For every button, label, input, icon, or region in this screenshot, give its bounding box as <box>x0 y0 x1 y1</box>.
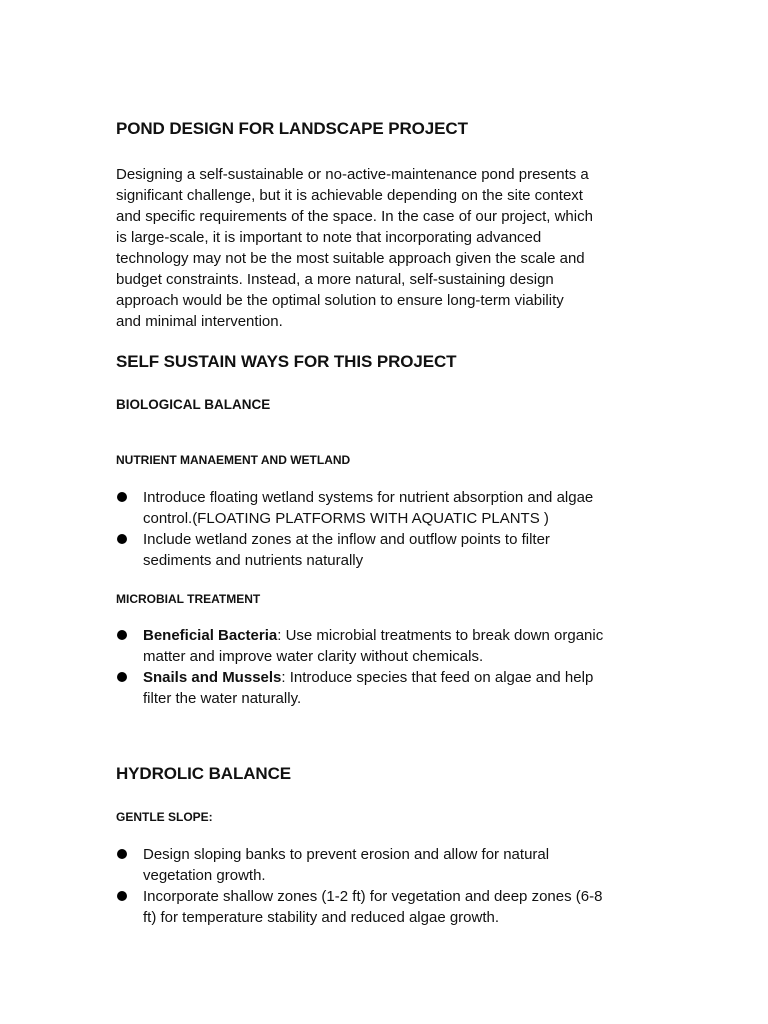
bullet-line: Include wetland zones at the inflow and outflow points to filter <box>143 531 550 548</box>
self-sustain-heading: SELF SUSTAIN WAYS FOR THIS PROJECT <box>116 352 457 371</box>
bullet-line: Design sloping banks to prevent erosion and allow for natural <box>143 846 550 863</box>
list-item <box>116 625 676 667</box>
hydrolic-balance-heading: HYDROLIC BALANCE <box>116 764 292 783</box>
nutrient-bullet-list <box>116 487 676 571</box>
intro-line: budget constraints. Instead, a more natural, self-sustaining design <box>116 271 554 288</box>
gentle-slope-heading: GENTLE SLOPE: <box>116 810 213 824</box>
bullet-line: : Use microbial treatments to break down organic <box>277 627 604 644</box>
list-item <box>116 844 676 886</box>
nutrient-management-heading: NUTRIENT MANAEMENT AND WETLAND <box>116 453 351 467</box>
bullet-line: filter the water naturally. <box>143 690 302 707</box>
intro-line: approach would be the optimal solution to ensure long-term viability <box>116 292 564 309</box>
bullet-line: : Introduce species that feed on algae and help <box>281 669 594 686</box>
bullet-line: Introduce floating wetland systems for nutrient absorption and algae <box>143 489 594 506</box>
bullet-icon <box>117 891 127 901</box>
list-item <box>116 529 676 571</box>
bullet-icon <box>117 849 127 859</box>
list-item <box>116 487 676 529</box>
biological-balance-heading: BIOLOGICAL BALANCE <box>116 397 271 412</box>
bullet-bold-term: Snails and Mussels <box>143 669 282 686</box>
intro-paragraph <box>116 164 656 332</box>
intro-line: technology may not be the most suitable approach given the scale and <box>116 250 585 267</box>
intro-line: and minimal intervention. <box>116 313 283 330</box>
bullet-line: ft) for temperature stability and reduced algae growth. <box>143 909 500 926</box>
list-item <box>116 667 676 709</box>
intro-line: and specific requirements of the space. In the case of our project, which <box>116 208 593 225</box>
bullet-line: control.(FLOATING PLATFORMS WITH AQUATIC PLANTS ) <box>143 510 549 527</box>
intro-line: is large-scale, it is important to note that incorporating advanced <box>116 229 542 246</box>
microbial-treatment-heading: MICROBIAL TREATMENT <box>116 592 261 606</box>
intro-line: significant challenge, but it is achievable depending on the site context <box>116 187 583 204</box>
bullet-line: vegetation growth. <box>143 867 266 884</box>
bullet-line: matter and improve water clarity without chemicals. <box>143 648 484 665</box>
bullet-icon <box>117 672 127 682</box>
bullet-icon <box>117 492 127 502</box>
list-item <box>116 886 676 928</box>
microbial-bullet-list <box>116 625 676 709</box>
bullet-icon <box>117 630 127 640</box>
bullet-icon <box>117 534 127 544</box>
intro-line: Designing a self-sustainable or no-active-maintenance pond presents a <box>116 166 589 183</box>
document-title: POND DESIGN FOR LANDSCAPE PROJECT <box>116 119 468 138</box>
bullet-line: sediments and nutrients naturally <box>143 552 364 569</box>
bullet-line: Incorporate shallow zones (1-2 ft) for vegetation and deep zones (6-8 <box>143 888 603 905</box>
bullet-bold-term: Beneficial Bacteria <box>143 627 278 644</box>
gentle-slope-bullet-list <box>116 844 676 928</box>
